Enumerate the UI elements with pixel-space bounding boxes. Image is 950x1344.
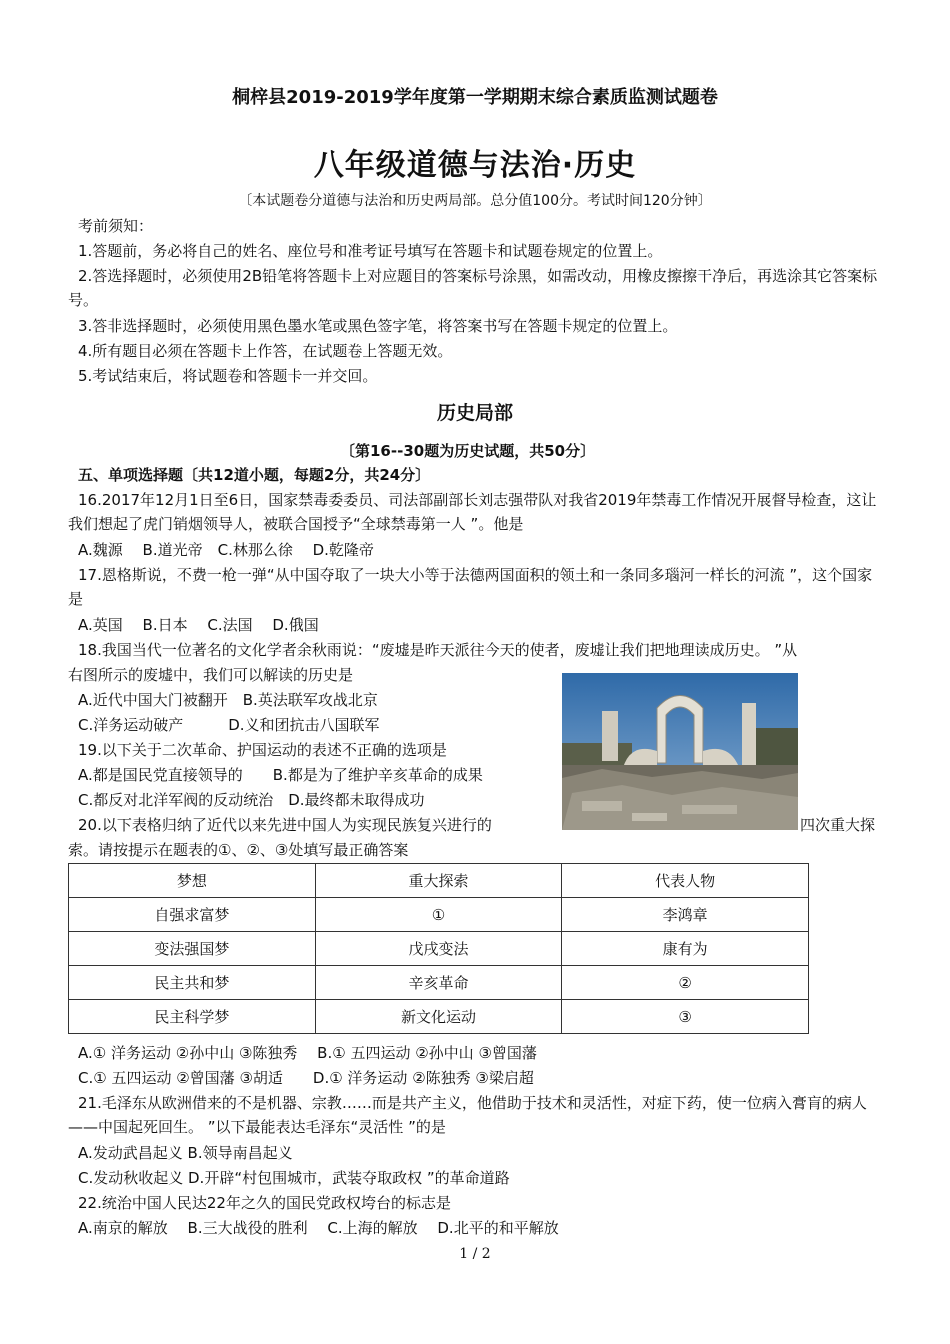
table-cell: ② xyxy=(562,966,809,1000)
instruction-item: 1.答题前，务必将自己的姓名、座位号和准考证号填写在答题卡和试题卷规定的位置上。 xyxy=(78,242,663,260)
question-22-stem: 22.统治中国人民达22年之久的国民党政权垮台的标志是 xyxy=(78,1194,451,1212)
table-cell: 民主共和梦 xyxy=(69,966,316,1000)
question-19-stem: 19.以下关于二次革命、护国运动的表述不正确的选项是 xyxy=(78,741,447,759)
table-cell: 康有为 xyxy=(562,932,809,966)
question-19-options: C.都反对北洋军阀的反动统治 D.最终都未取得成功 xyxy=(78,791,425,809)
table-header-row xyxy=(69,864,809,898)
section-range-note: 〔第16--30题为历史试题，共50分〕 xyxy=(340,442,596,460)
question-17-options: A.英国 B.日本 C.法国 D.俄国 xyxy=(78,616,319,634)
question-21-options: A.发动武昌起义 B.领导南昌起义 xyxy=(78,1144,293,1162)
question-21-stem: 21.毛泽东从欧洲借来的不是机器、宗教……而是共产主义，他借助于技术和灵活性，对症下药，使一位病入膏肓的病人——中国起死回生。 ”以下最能表达毛泽东“灵活性 ”的是 xyxy=(68,1094,867,1136)
instructions-heading: 考前须知： xyxy=(78,217,154,235)
instruction-item: 2.答选择题时，必须使用2B铅笔将答题卡上对应题目的答案标号涂黑，如需改动，用橡皮擦擦干净后，再选涂其它答案标号。 xyxy=(68,267,878,309)
page-number: 1 / 2 xyxy=(459,1246,491,1262)
question-20-options: C.① 五四运动 ②曾国藩 ③胡适 D.① 洋务运动 ②陈独秀 ③梁启超 xyxy=(78,1069,534,1087)
question-19-options: A.都是国民党直接领导的 B.都是为了维护辛亥革命的成果 xyxy=(78,766,483,784)
exam-title: 桐梓县2019-2019学年度第一学期期末综合素质监测试题卷 xyxy=(232,87,718,108)
question-18-options: C.洋务运动破产 D.义和团抗击八国联军 xyxy=(78,716,380,734)
ruins-photo-icon xyxy=(562,673,798,830)
table-header: 代表人物 xyxy=(562,864,809,898)
table-cell: 李鸿章 xyxy=(562,898,809,932)
table-cell: 戊戌变法 xyxy=(315,932,562,966)
table-cell: 辛亥革命 xyxy=(315,966,562,1000)
table-cell: 民主科学梦 xyxy=(69,1000,316,1034)
question-20-stem: 20.以下表格归纳了近代以来先进中国人为实现民族复兴进行的 xyxy=(78,816,492,834)
part-heading: 五、单项选择题〔共12道小题，每题2分，共24分〕 xyxy=(78,466,431,484)
subject-title: 八年级道德与法治·历史 xyxy=(313,148,637,183)
table-row xyxy=(69,932,809,966)
question-21-options: C.发动秋收起义 D.开辟“村包围城市，武装夺取政权 ”的革命道路 xyxy=(78,1169,510,1187)
table-header: 梦想 xyxy=(69,864,316,898)
table-row xyxy=(69,898,809,932)
table-header: 重大探索 xyxy=(315,864,562,898)
question-20-stem-right: 四次重大探 xyxy=(800,816,876,834)
question-17-stem: 17.恩格斯说，不费一枪一弹“从中国夺取了一块大小等于法德两国面积的领土和一条同多瑙河一样长的河流 ”，这个国家是 xyxy=(68,566,873,608)
question-20-stem-cont: 索。请按提示在题表的①、②、③处填写最正确答案 xyxy=(68,841,409,859)
table-cell: 自强求富梦 xyxy=(69,898,316,932)
question-18-options: A.近代中国大门被翻开 B.英法联军攻战北京 xyxy=(78,691,378,709)
table-cell: 新文化运动 xyxy=(315,1000,562,1034)
question-16-options: A.魏源 B.道光帝 C.林那么徐 D.乾隆帝 xyxy=(78,541,374,559)
exploration-table xyxy=(68,863,809,1034)
table-row xyxy=(69,966,809,1000)
section-title: 历史局部 xyxy=(436,402,513,424)
table-cell: ① xyxy=(315,898,562,932)
table-cell: 变法强国梦 xyxy=(69,932,316,966)
instruction-item: 4.所有题目必须在答题卡上作答，在试题卷上答题无效。 xyxy=(78,342,453,360)
table-cell: ③ xyxy=(562,1000,809,1034)
question-20-options: A.① 洋务运动 ②孙中山 ③陈独秀 B.① 五四运动 ②孙中山 ③曾国藩 xyxy=(78,1044,537,1062)
question-16-stem: 16.2017年12月1日至6日，国家禁毒委委员、司法部副部长刘志强带队对我省2019年禁毒工作情况开展督导检查，这让我们想起了虎门销烟领导人，被联合国授予“全球禁毒第一人 ”。他是 xyxy=(68,491,877,533)
question-18-stem-cont: 右图所示的废墟中，我们可以解读的历史是 xyxy=(68,666,354,684)
instruction-item: 3.答非选择题时，必须使用黑色墨水笔或黑色签字笔，将答案书写在答题卡规定的位置上。 xyxy=(78,317,678,335)
instruction-item: 5.考试结束后，将试题卷和答题卡一并交回。 xyxy=(78,367,378,385)
question-18-stem: 18.我国当代一位著名的文化学者余秋雨说：“废墟是昨天派往今天的使者，废墟让我们把地理读成历史。 ”从 xyxy=(78,641,798,659)
exam-note: 〔本试题卷分道德与法治和历史两局部。总分值100分。考试时间120分钟〕 xyxy=(238,193,712,209)
table-row xyxy=(69,1000,809,1034)
question-22-options: A.南京的解放 B.三大战役的胜利 C.上海的解放 D.北平的和平解放 xyxy=(78,1219,559,1237)
